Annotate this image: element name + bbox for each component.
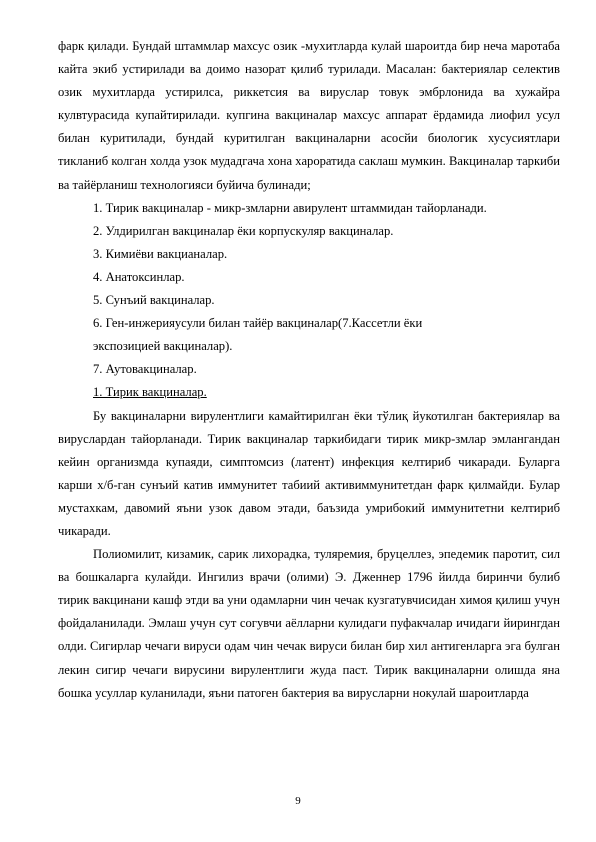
list-item: 4. Анатоксинлар. (93, 269, 185, 284)
list-item-continuation: экспозицией вакциналар). (93, 339, 233, 354)
paragraph-polio: Полиомилит, кизамик, сарик лихорадка, туляремия, бруцеллез, эпедемик паротит, сил ва бошкаларга кулайди. Ингилиз врачи (олими) Э. Дженнер 1796 йилда биринчи булиб тирик вакцинани кашф этди ва уни одамларни чин чечак кузгатувчисидан химоя қилиш учун фойдаланилади. Эмлаш учун сут согувчи аёлларни кулидаги пуфакчалар ичидаги йирингдан олди. Сигирлар чечаги вируси одам чин чечак вируси билан бир хил антигенларга эга булган лекин сигир чечаги вирусини вирулентлиги жуда паст. Тирик вакциналарни олишда яна бошка усуллар куланилади, яъни патоген бактерия ва вирусларни нокулай шароитларда (58, 547, 560, 700)
list-item: 6. Ген-инжерияусули билан тайёр вакциналар(7.Кассетли ёки (93, 316, 423, 331)
list-item: 3. Кимиёви вакцианалар. (93, 246, 228, 261)
section-heading (58, 381, 560, 404)
list-item: 1. Тирик вакциналар - микр-змларни авирулент штаммидан тайорланади. (93, 200, 487, 215)
paragraph-live-vaccines: Бу вакциналарни вирулентлиги камайтирилган ёки тўлиқ йукотилган бактериялар ва вируслардан тайорланади. Тирик вакциналар таркибидаги тирик микр-змлар эмлангандан кейин организмда купаяди, симптомсиз (латент) инфекция келтириб чикаради. Буларга карши х/б-ган сунъий катив иммунитет табиий активиммунитетдан фарк қилмайди. Булар мустахкам, давомий яъни узок давом этади, баъзида умрибокий иммунитетни келтириб чикаради. (58, 408, 560, 538)
paragraph-intro: фарк қилади. Бундай штаммлар махсус озик -мухитларда кулай шароитда бир неча маротаба кайта экиб устирилади ва доимо назорат қилиб турилади. Масалан: бактериялар селектив озик мухитларда устирилса, риккетсия ва вируслар товук эмбрлонида ва хужайра кулвтурасида купайтирилади. купгина вакциналар махсус аппарат ёрдамида лиофил усул билан куритилади, бундай куритилган вакциналарни асосйи биологик хусусиятлари тикланиб колган холда узок мудадгача хона хароратида саклаш мумкин. Вакциналар таркиби ва тайёрланиш технологияси буйича булинади; (58, 39, 560, 192)
list-item: 2. Улдирилган вакциналар ёки корпускуляр вакциналар. (93, 223, 394, 238)
list-item: 5. Сунъий вакциналар. (93, 293, 215, 308)
page-content (58, 35, 560, 705)
page-number: 9 (295, 795, 301, 807)
list-item: 7. Аутовакциналар. (93, 362, 197, 377)
section-heading-text: 1. Тирик вакциналар. (93, 385, 207, 400)
